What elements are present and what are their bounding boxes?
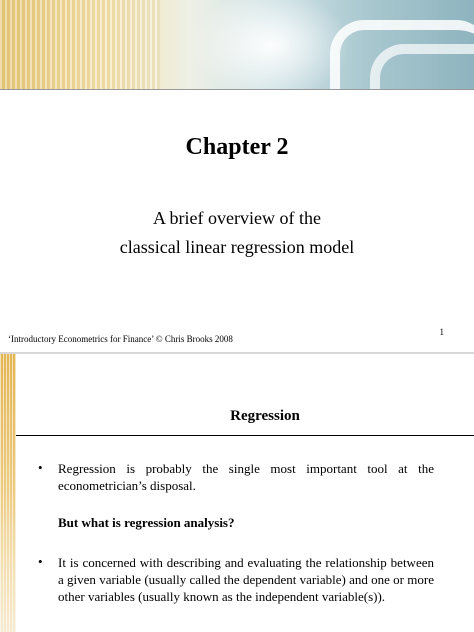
subtitle-line-2: classical linear regression model <box>119 237 355 257</box>
slide-2 <box>0 354 474 632</box>
chapter-title: Chapter 2 <box>185 134 289 160</box>
bullet-item-2: It is concerned with describing and evaluating the relationship between a given variable (usually called the dependent variable) and one or more other variables (usually known as the independent variable(s)). <box>58 555 434 604</box>
bullet-icon: • <box>38 460 43 475</box>
banner-glow <box>190 0 350 90</box>
banner-stripes <box>0 0 160 90</box>
banner-arc <box>370 44 474 90</box>
bullet-item-1: Regression is probably the single most important tool at the econometrician’s disposal. <box>58 461 434 493</box>
side-stripe <box>0 354 16 632</box>
slide-heading: Regression <box>230 408 300 424</box>
heading-underline <box>16 435 474 436</box>
subtitle-line-1: A brief overview of the <box>153 208 321 228</box>
question-text: But what is regression analysis? <box>58 515 235 530</box>
page-number: 1 <box>439 327 444 337</box>
banner-divider <box>0 89 474 90</box>
slide-footer: ‘Introductory Econometrics for Finance’ © Chris Brooks 2008 <box>8 334 233 344</box>
chapter-subtitle <box>60 204 414 262</box>
header-banner <box>0 0 474 90</box>
bullet-icon: • <box>38 554 43 569</box>
